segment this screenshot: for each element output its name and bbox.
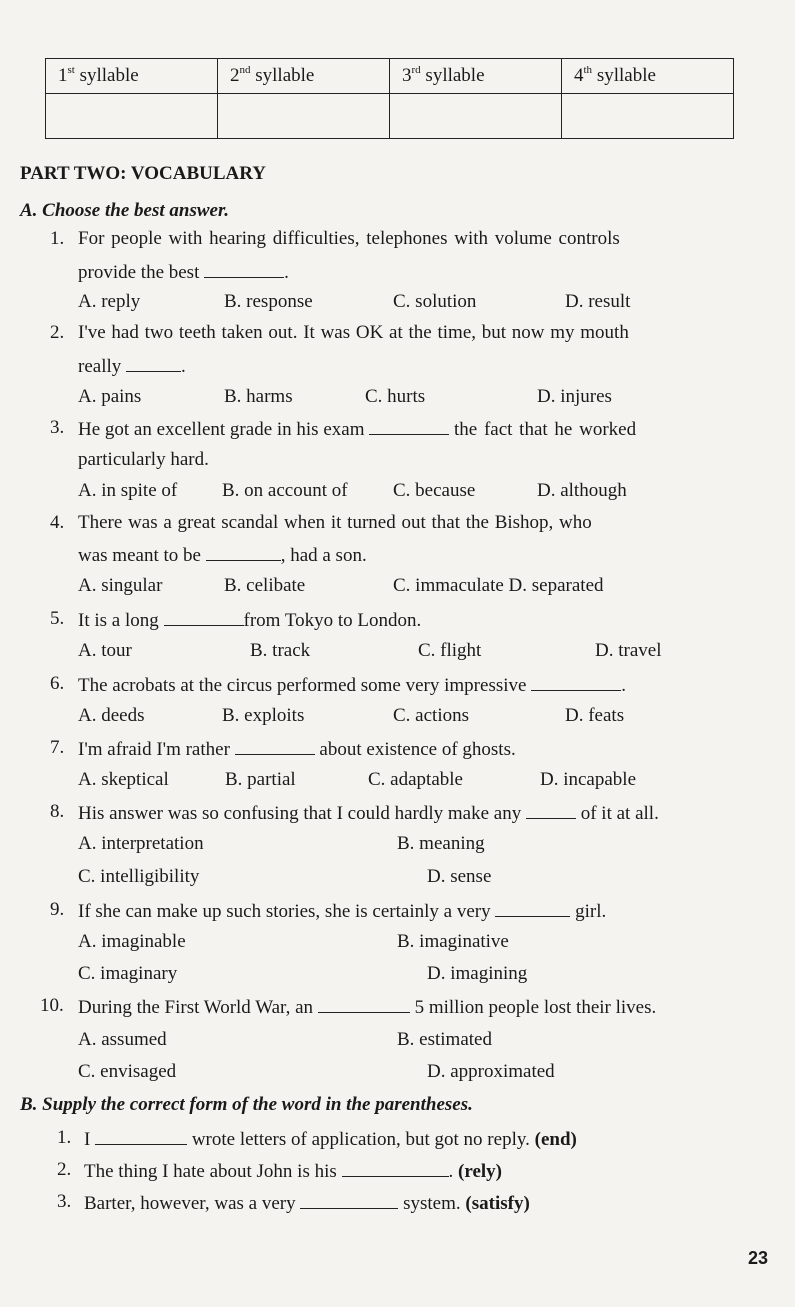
answer-blank[interactable] [164,608,244,626]
option-c[interactable]: C. because [393,480,476,501]
option-a[interactable]: A. skeptical [78,769,169,790]
option-d[interactable]: D. although [537,480,627,501]
header-2nd-syllable: 2nd syllable [218,59,390,94]
question-number: 5. [50,608,65,629]
question-text: For people with hearing difficulties, telephones with volume controls [78,228,620,249]
question-number: 7. [50,737,65,758]
option-a[interactable]: A. imaginable [78,931,186,952]
question-number: 3. [57,1191,72,1212]
answer-blank[interactable] [318,995,410,1013]
header-3rd-syllable: 3rd syllable [390,59,562,94]
question-text: There was a great scandal when it turned out that the Bishop, who [78,512,592,533]
answer-blank[interactable] [342,1159,449,1177]
answer-blank[interactable] [531,673,621,691]
option-a[interactable]: A. deeds [78,705,145,726]
question-text: I've had two teeth taken out. It was OK at the time, but now my mouth [78,322,629,343]
question-text: If she can make up such stories, she is certainly a very girl. [78,901,607,922]
question-text: I wrote letters of application, but got no reply. (end) [84,1129,577,1150]
answer-blank[interactable] [204,260,284,278]
option-b[interactable]: B. on account of [222,480,348,501]
option-c[interactable]: C. solution [393,291,477,312]
header-1st-syllable: 1st syllable [46,59,218,94]
option-c[interactable]: C. adaptable [368,769,463,790]
syllable-cell-4[interactable] [562,94,734,139]
question-number: 2. [57,1159,72,1180]
question-number: 6. [50,673,65,694]
option-c[interactable]: C. envisaged [78,1061,177,1082]
answer-blank[interactable] [95,1127,187,1145]
answer-blank[interactable] [206,543,281,561]
question-text: I'm afraid I'm rather about existence of ghosts. [78,739,516,760]
option-d[interactable]: D. feats [565,705,625,726]
question-text: It is a long from Tokyo to London. [78,610,422,631]
question-text: The acrobats at the circus performed some very impressive . [78,675,626,696]
question-text-line2: provide the best . [78,262,289,283]
answer-blank[interactable] [126,354,181,372]
answer-blank[interactable] [300,1191,398,1209]
answer-blank[interactable] [495,899,570,917]
option-a[interactable]: A. tour [78,640,132,661]
option-c[interactable]: C. hurts [365,386,426,407]
option-b[interactable]: B. imaginative [397,931,509,952]
option-b[interactable]: B. partial [225,769,296,790]
syllable-cell-2[interactable] [218,94,390,139]
question-number: 1. [57,1127,72,1148]
header-4th-syllable: 4th syllable [562,59,734,94]
section-b-title: B. Supply the correct form of the word in the parentheses. [20,1094,473,1115]
question-number: 3. [50,417,65,438]
option-c[interactable]: C. imaginary [78,963,178,984]
question-text: He got an excellent grade in his exam the fact that he worked [78,419,637,440]
option-c[interactable]: C. actions [393,705,469,726]
option-d[interactable]: D. travel [595,640,662,661]
option-b[interactable]: B. response [224,291,313,312]
option-d[interactable]: D. incapable [540,769,637,790]
option-a[interactable]: A. interpretation [78,833,204,854]
question-text-line2: really . [78,356,186,377]
option-d[interactable]: D. approximated [427,1061,555,1082]
answer-blank[interactable] [369,417,449,435]
option-c-d[interactable]: C. immaculate D. separated [393,575,604,596]
answer-blank[interactable] [235,737,315,755]
option-d[interactable]: D. imagining [427,963,528,984]
question-text: The thing I hate about John is his . (rely) [84,1161,502,1182]
question-text: During the First World War, an 5 million people lost their lives. [78,997,657,1018]
syllable-cell-1[interactable] [46,94,218,139]
question-text: His answer was so confusing that I could hardly make any of it at all. [78,803,659,824]
page-number: 23 [748,1248,769,1268]
syllable-table [45,58,734,139]
question-text-line2: was meant to be , had a son. [78,545,367,566]
option-b[interactable]: B. harms [224,386,293,407]
question-number: 9. [50,899,65,920]
option-d[interactable]: D. result [565,291,631,312]
part-two-title: PART TWO: VOCABULARY [20,163,267,184]
option-b[interactable]: B. exploits [222,705,305,726]
syllable-cell-3[interactable] [390,94,562,139]
option-c[interactable]: C. flight [418,640,482,661]
answer-blank[interactable] [526,801,576,819]
question-number: 10. [40,995,64,1016]
question-text: Barter, however, was a very system. (satisfy) [84,1193,530,1214]
question-number: 8. [50,801,65,822]
question-number: 2. [50,322,65,343]
option-a[interactable]: A. in spite of [78,480,178,501]
option-b[interactable]: B. estimated [397,1029,492,1050]
option-b[interactable]: B. track [250,640,311,661]
section-a-title: A. Choose the best answer. [20,200,230,221]
question-number: 1. [50,228,65,249]
option-a[interactable]: A. assumed [78,1029,167,1050]
option-b[interactable]: B. celibate [224,575,306,596]
option-a[interactable]: A. reply [78,291,141,312]
option-a[interactable]: A. singular [78,575,163,596]
question-text-line2: particularly hard. [78,449,209,470]
option-c[interactable]: C. intelligibility [78,866,200,887]
option-d[interactable]: D. sense [427,866,492,887]
option-d[interactable]: D. injures [537,386,612,407]
option-b[interactable]: B. meaning [397,833,485,854]
option-a[interactable]: A. pains [78,386,142,407]
question-number: 4. [50,512,65,533]
